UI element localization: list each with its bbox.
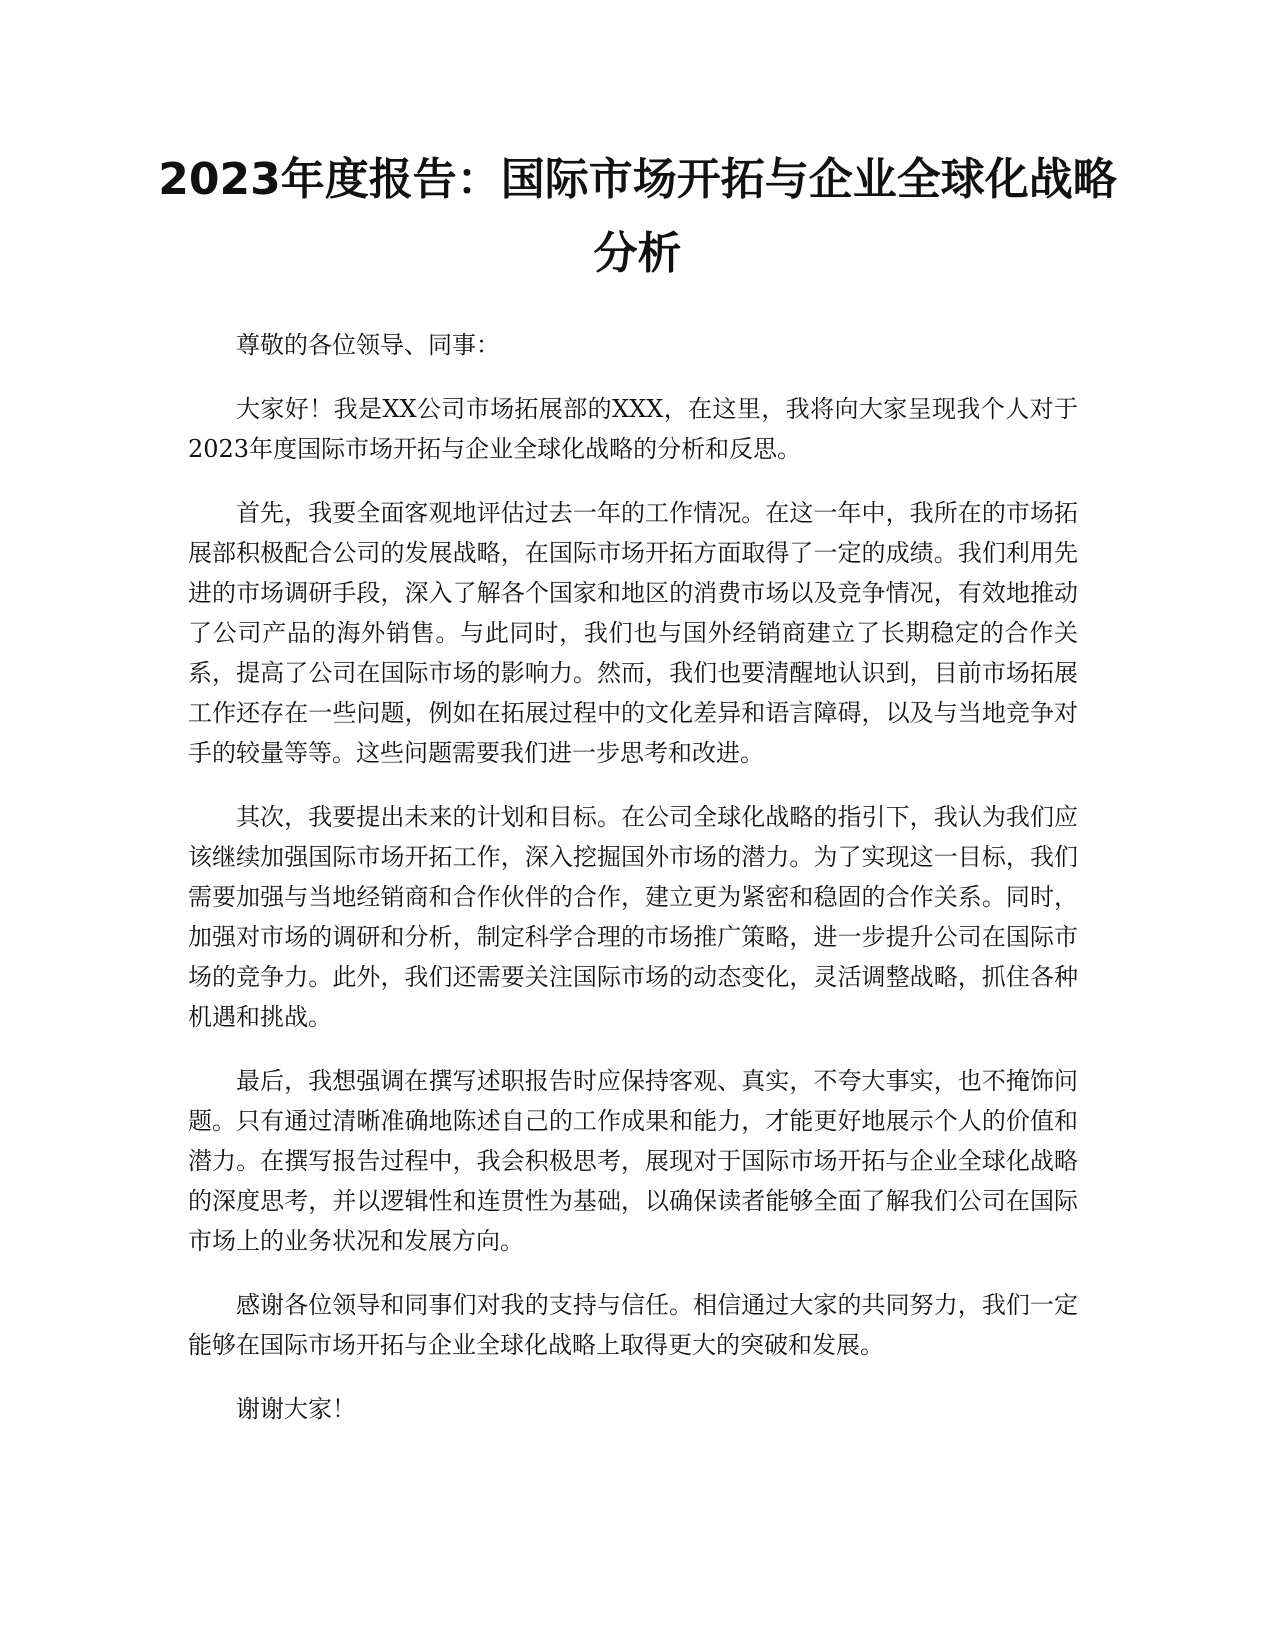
paragraph-introduction: 大家好！我是XX公司市场拓展部的XXX，在这里，我将向大家呈现我个人对于2023年度国际市场开拓与企业全球化战略的分析和反思。 xyxy=(188,395,1078,463)
paragraph-future-plan: 其次，我要提出未来的计划和目标。在公司全球化战略的指引下，我认为我们应该继续加强国际市场开拓工作，深入挖掘国外市场的潜力。为了实现这一目标，我们需要加强与当地经销商和合作伙伴的合作，建立更为紧密和稳固的合作关系。同时，加强对市场的调研和分析，制定科学合理的市场推广策略，进一步提升公司在国际市场的竞争力。此外，我们还需要关注国际市场的动态变化，灵活调整战略，抓住各种机遇和挑战。 xyxy=(188,803,1078,1031)
paragraph-closing: 谢谢大家！ xyxy=(236,1395,356,1423)
paragraph-thanks: 感谢各位领导和同事们对我的支持与信任。相信通过大家的共同努力，我们一定能够在国际市场开拓与企业全球化战略上取得更大的突破和发展。 xyxy=(188,1291,1078,1359)
document-body xyxy=(188,325,1078,1453)
document-title: 2023年度报告：国际市场开拓与企业全球化战略分析 xyxy=(158,154,1117,279)
paragraph-reflection: 最后，我想强调在撰写述职报告时应保持客观、真实，不夸大事实，也不掩饰问题。只有通过清晰准确地陈述自己的工作成果和能力，才能更好地展示个人的价值和潜力。在撰写报告过程中，我会积极思考，展现对于国际市场开拓与企业全球化战略的深度思考，并以逻辑性和连贯性为基础，以确保读者能够全面了解我们公司在国际市场上的业务状况和发展方向。 xyxy=(188,1067,1078,1255)
paragraph-salutation: 尊敬的各位领导、同事： xyxy=(236,331,500,359)
paragraph-work-review: 首先，我要全面客观地评估过去一年的工作情况。在这一年中，我所在的市场拓展部积极配合公司的发展战略，在国际市场开拓方面取得了一定的成绩。我们利用先进的市场调研手段，深入了解各个国家和地区的消费市场以及竞争情况，有效地推动了公司产品的海外销售。与此同时，我们也与国外经销商建立了长期稳定的合作关系，提高了公司在国际市场的影响力。然而，我们也要清醒地认识到，目前市场拓展工作还存在一些问题，例如在拓展过程中的文化差异和语言障碍，以及与当地竞争对手的较量等等。这些问题需要我们进一步思考和改进。 xyxy=(188,499,1078,767)
